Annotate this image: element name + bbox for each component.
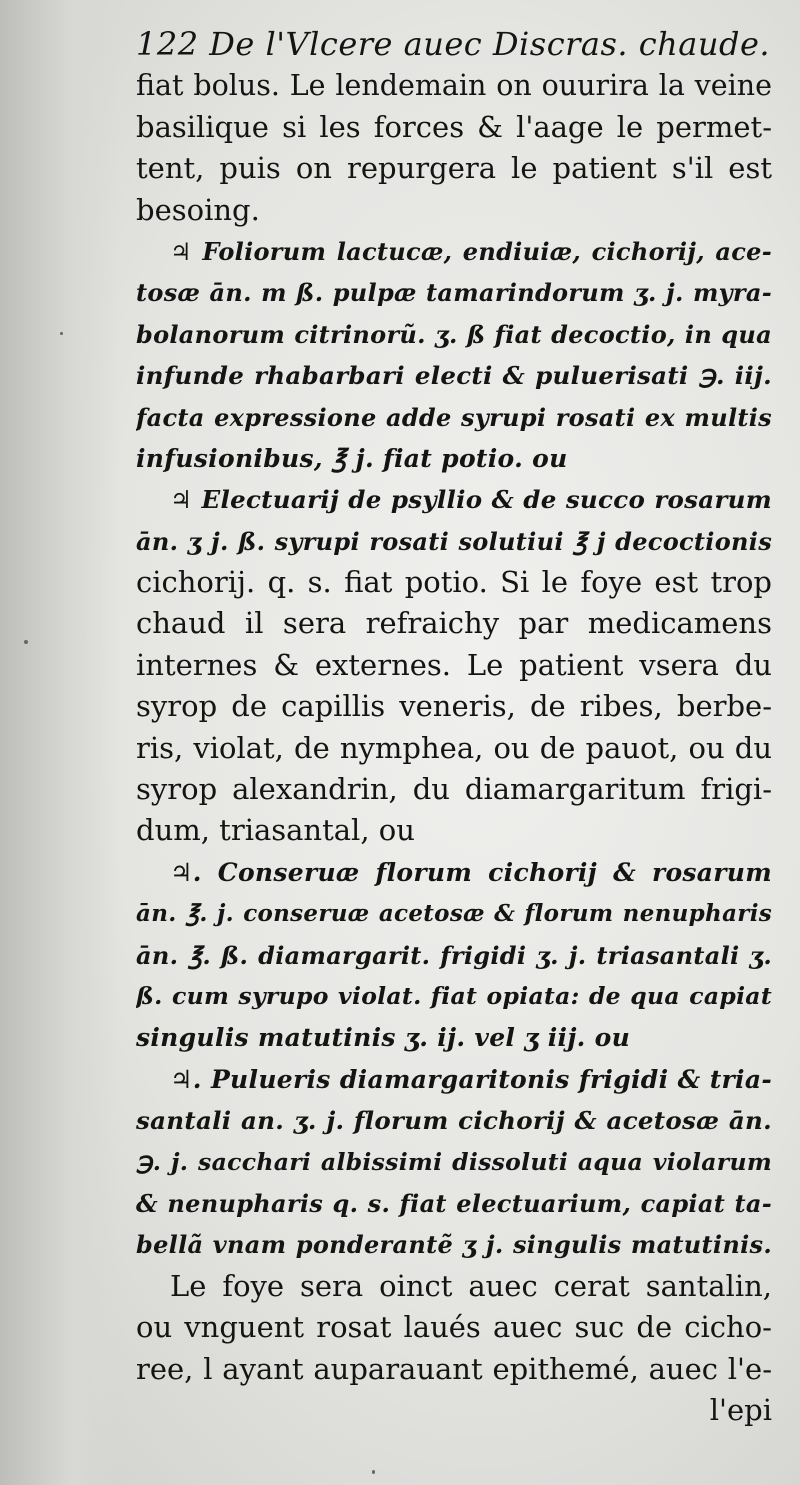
text-line: bolanorum citrinorũ. ʒ. ß fiat decoctio, in qua [136, 319, 772, 349]
text-line: syrop alexandrin, du diamargaritum frigi- [136, 772, 772, 807]
text-line: ree, l ayant auparauant epithemé, auec l'e- [136, 1351, 772, 1386]
text-line: ān. ℥. j. conseruæ acetosæ & florum nenupharis [136, 900, 772, 928]
paper-speck [24, 640, 28, 644]
text-line: & nenupharis q. s. fiat electuarium, capiat ta- [136, 1188, 772, 1218]
text-line: santali an. ʒ. j. florum cichorij & acetosæ ān. [136, 1106, 772, 1136]
page-gutter-shadow [0, 0, 120, 1485]
catchword: l'epi [709, 1392, 772, 1427]
text-line: tosæ ān. m ß. pulpæ tamarindorum ʒ. j. myra- [136, 278, 772, 308]
text-line: dum, triasantal, ou [136, 813, 415, 848]
text-line: ℈. j. sacchari albissimi dissoluti aqua violarum [136, 1147, 772, 1176]
text-line: internes & externes. Le patient vsera du [136, 647, 772, 682]
text-line: ♃ Foliorum lactucæ, endiuiæ, cichorij, ace- [170, 236, 772, 266]
text-line: infunde rhabarbari electi & puluerisati ℈. iij. [136, 361, 772, 391]
text-line: Le foye sera oinct auec cerat santalin, [170, 1268, 772, 1303]
text-line: bellã vnam ponderantẽ ʒ j. singulis matutinis. [136, 1230, 772, 1260]
text-line: fiat bolus. Le lendemain on ouurira la veine [136, 69, 772, 103]
paper-speck [60, 332, 63, 335]
text-line: ān. ℥. ß. diamargarit. frigidi ʒ. j. triasantali ʒ. [136, 940, 772, 970]
text-line: basilique si les forces & l'aage le permet- [136, 109, 772, 144]
text-line: ris, violat, de nymphea, ou de pauot, ou du [136, 730, 772, 765]
text-line: tent, puis on repurgera le patient s'il est [136, 151, 772, 186]
text-line: ♃. Conseruæ florum cichorij & rosarum [170, 857, 772, 887]
text-line: ♃ Electuarij de psyllio & de succo rosarum [170, 485, 772, 515]
text-line: ♃. Pulueris diamargaritonis frigidi & tria- [170, 1064, 772, 1094]
text-line: infusionibus, ℥ j. fiat potio. ou [136, 443, 568, 473]
running-header: 122 De l'Vlcere auec Discras. chaude. [136, 25, 771, 63]
text-line: ou vnguent rosat laués auec suc de cicho- [136, 1310, 772, 1345]
page-text-block [136, 24, 772, 1431]
text-line: cichorij. q. s. fiat potio. Si le foye est trop [136, 565, 772, 600]
text-line: besoing. [136, 192, 260, 227]
paper-speck [372, 1470, 375, 1474]
text-line: syrop de capillis veneris, de ribes, berbe- [136, 689, 772, 724]
text-line: chaud il sera refraichy par medicamens [136, 606, 772, 641]
text-line: ān. ʒ j. ß. syrupi rosati solutiui ℥ j decoctionis [136, 526, 772, 556]
text-line: singulis matutinis ʒ. ij. vel ʒ iij. ou [136, 1023, 631, 1053]
text-line: ß. cum syrupo violat. fiat opiata: de qua capiat [136, 981, 772, 1010]
text-line: facta expressione adde syrupi rosati ex multis [136, 402, 772, 432]
body-lines [136, 65, 772, 1390]
